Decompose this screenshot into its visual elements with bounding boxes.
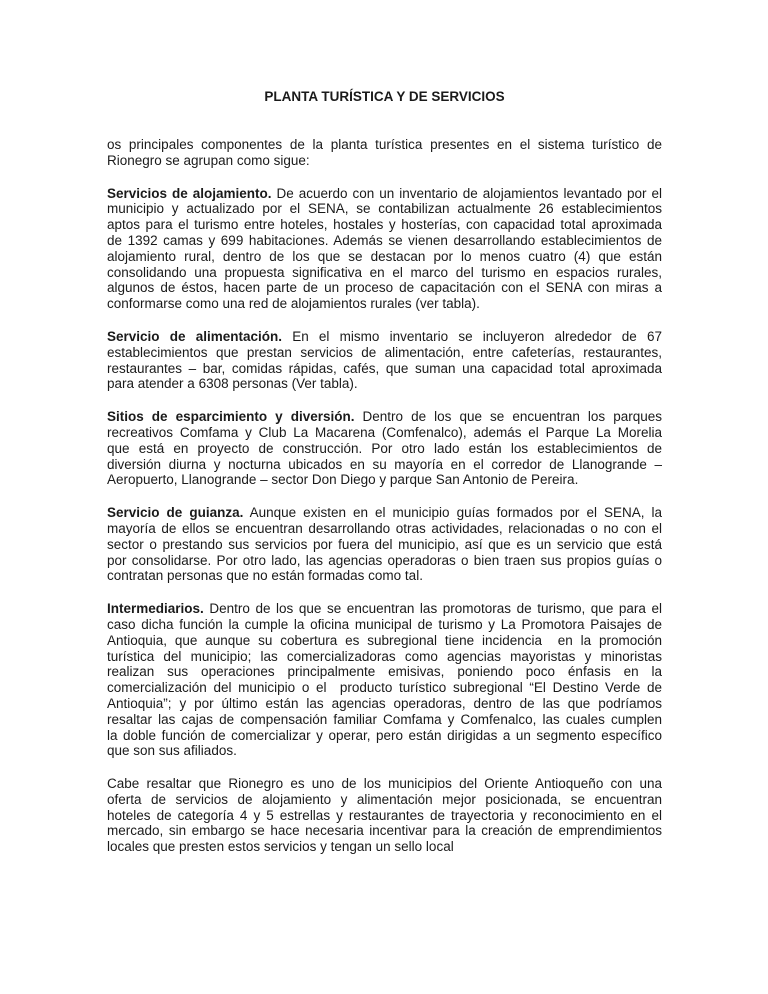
paragraph-line — [107, 792, 662, 808]
line-text: De acuerdo con un inventario de alojamientos levantado por el — [271, 185, 662, 201]
line-text: Cabe resaltar que Rionegro es uno de los municipios del Oriente Antioqueño con una — [107, 776, 662, 792]
paragraph — [107, 409, 662, 488]
paragraph — [107, 776, 662, 855]
paragraph-line — [107, 296, 662, 312]
paragraph — [107, 137, 662, 169]
paragraph-line — [107, 249, 662, 265]
line-text: consolidando una propuesta significativa en el marco del turismo en espacios rurales, — [107, 264, 662, 280]
line-text: algunos de éstos, hacen parte de un proceso de capacitación con el SENA con miras a — [107, 280, 662, 296]
paragraph-line — [107, 280, 662, 296]
line-text: aptos para el turismo entre hoteles, hostales y hosterías, con capacidad total aproximada — [107, 217, 662, 233]
paragraph-line — [107, 743, 662, 759]
line-text: por consolidarse. Por otro lado, las agencias operadoras o bien traen sus propios guías o — [107, 552, 662, 568]
line-text: Rionegro se agrupan como sigue: — [107, 152, 310, 168]
line-text: sector o prestando sus servicios por fuera del municipio, así que es un servicio que está — [107, 536, 662, 552]
line-text: alojamiento rural, dentro de los que se destacan por lo menos cuatro (4) que están — [107, 248, 662, 264]
line-text: municipio y actualizado por el SENA, se contabilizan actualmente 26 establecimientos — [107, 201, 662, 217]
line-text: comercialización del municipio o el producto turístico subregional “El Destino Verde de — [107, 680, 662, 696]
line-text: de 1392 camas y 699 habitaciones. Además se vienen desarrollando establecimientos de — [107, 232, 662, 248]
line-text: Aeropuerto, Llanogrande – sector Don Diego y parque San Antonio de Pereira. — [107, 472, 579, 488]
line-text: Aunque existen en el municipio guías formados por el SENA, la — [243, 505, 663, 521]
paragraph-line — [107, 696, 662, 712]
paragraph-line — [107, 521, 662, 537]
line-text: Dentro de los que se encuentran los parques — [354, 409, 663, 425]
paragraph-line — [107, 361, 662, 377]
paragraph — [107, 186, 662, 312]
paragraph — [107, 329, 662, 392]
line-text: que son sus afiliados. — [107, 743, 237, 759]
line-text: restaurantes – bar, comidas rápidas, cafés, que suman una capacidad total aproximada — [107, 360, 662, 376]
paragraph-line — [107, 617, 662, 633]
paragraph-line — [107, 664, 662, 680]
line-text: caso dicha función la cumple la oficina municipal de turismo y La Promotora Paisajes de — [107, 616, 662, 632]
paragraph-line — [107, 680, 662, 696]
paragraph-heading: Intermediarios. — [107, 601, 204, 617]
paragraph-line — [107, 553, 662, 569]
paragraph-line — [107, 186, 662, 202]
paragraph-line — [107, 839, 662, 855]
line-text: mercado, sin embargo se hace necesaria incentivar para la creación de emprendimientos — [107, 823, 662, 839]
line-text: recreativos Comfama y Club La Macarena (Comfenalco), además el Parque La Morelia — [107, 424, 662, 440]
paragraph-line — [107, 441, 662, 457]
paragraph-line — [107, 472, 662, 488]
paragraph-line — [107, 265, 662, 281]
paragraph-heading: Sitios de esparcimiento y diversión. — [107, 409, 355, 425]
paragraph-heading: Servicio de alimentación. — [107, 328, 282, 344]
paragraph-line — [107, 633, 662, 649]
line-text: hoteles de categoría 4 y 5 estrellas y restaurantes de trayectoria y reconocimiento en el — [107, 807, 662, 823]
paragraph-line — [107, 568, 662, 584]
paragraph-line — [107, 457, 662, 473]
paragraph-line — [107, 601, 662, 617]
document-body — [107, 137, 662, 872]
line-text: Antioquia”; y por último están las agencias operadoras, dentro de las que podríamos — [107, 695, 662, 711]
page-title: PLANTA TURÍSTICA Y DE SERVICIOS — [264, 89, 505, 104]
line-text: locales que presten estos servicios y tengan un sello local — [107, 839, 454, 855]
paragraph — [107, 601, 662, 759]
paragraph-line — [107, 823, 662, 839]
paragraph-line — [107, 137, 662, 153]
paragraph-line — [107, 153, 662, 169]
line-text: mayoría de ellos se encuentran desarrollando otras actividades, relacionadas o no con el — [107, 520, 662, 536]
line-text: resaltar las cajas de compensación familiar Comfama y Comfenalco, las cuales cumplen — [107, 711, 662, 727]
paragraph-line — [107, 409, 662, 425]
paragraph-line — [107, 537, 662, 553]
line-text: conformarse como una red de alojamientos rurales (ver tabla). — [107, 296, 480, 312]
paragraph-line — [107, 217, 662, 233]
paragraph-line — [107, 425, 662, 441]
line-text: para atender a 6308 personas (Ver tabla). — [107, 376, 358, 392]
paragraph-line — [107, 376, 662, 392]
paragraph-line — [107, 505, 662, 521]
paragraph-line — [107, 201, 662, 217]
paragraph-line — [107, 329, 662, 345]
line-text: turística del municipio; las comercializadoras como agencias mayoristas y minoristas — [107, 648, 662, 664]
paragraph — [107, 505, 662, 584]
paragraph-line — [107, 776, 662, 792]
line-text: oferta de servicios de alojamiento y alimentación mejor posicionada, se encuentran — [107, 791, 662, 807]
line-text: realizan sus operaciones principalmente emisivas, poniendo poco énfasis en la — [107, 664, 662, 680]
line-text: Antioquia, que aunque su cobertura es subregional tiene incidencia en la promoción — [107, 632, 662, 648]
paragraph-line — [107, 808, 662, 824]
paragraph-line — [107, 345, 662, 361]
line-text: Dentro de los que se encuentran las promotoras de turismo, que para el — [203, 601, 662, 617]
line-text: diversión diurna y nocturna ubicados en su mayoría en el corredor de Llanogrande – — [107, 456, 662, 472]
paragraph-line — [107, 712, 662, 728]
line-text: En el mismo inventario se incluyeron alrededor de 67 — [281, 328, 663, 344]
paragraph-heading: Servicios de alojamiento. — [107, 185, 272, 201]
line-text: la doble función de comercializar y operar, pero están dirigidas a un segmento específico — [107, 727, 662, 743]
line-text: establecimientos que prestan servicios de alimentación, entre cafeterías, restaurantes, — [107, 344, 662, 360]
paragraph-line — [107, 233, 662, 249]
paragraph-line — [107, 649, 662, 665]
paragraph-heading: Servicio de guianza. — [107, 505, 244, 521]
paragraph-line — [107, 728, 662, 744]
line-text: que está en proyecto de construcción. Por otro lado están los establecimientos de — [107, 440, 662, 456]
line-text: contratan personas que no están formadas como tal. — [107, 568, 423, 584]
line-text: os principales componentes de la planta turística presentes en el sistema turístico de — [107, 137, 662, 152]
